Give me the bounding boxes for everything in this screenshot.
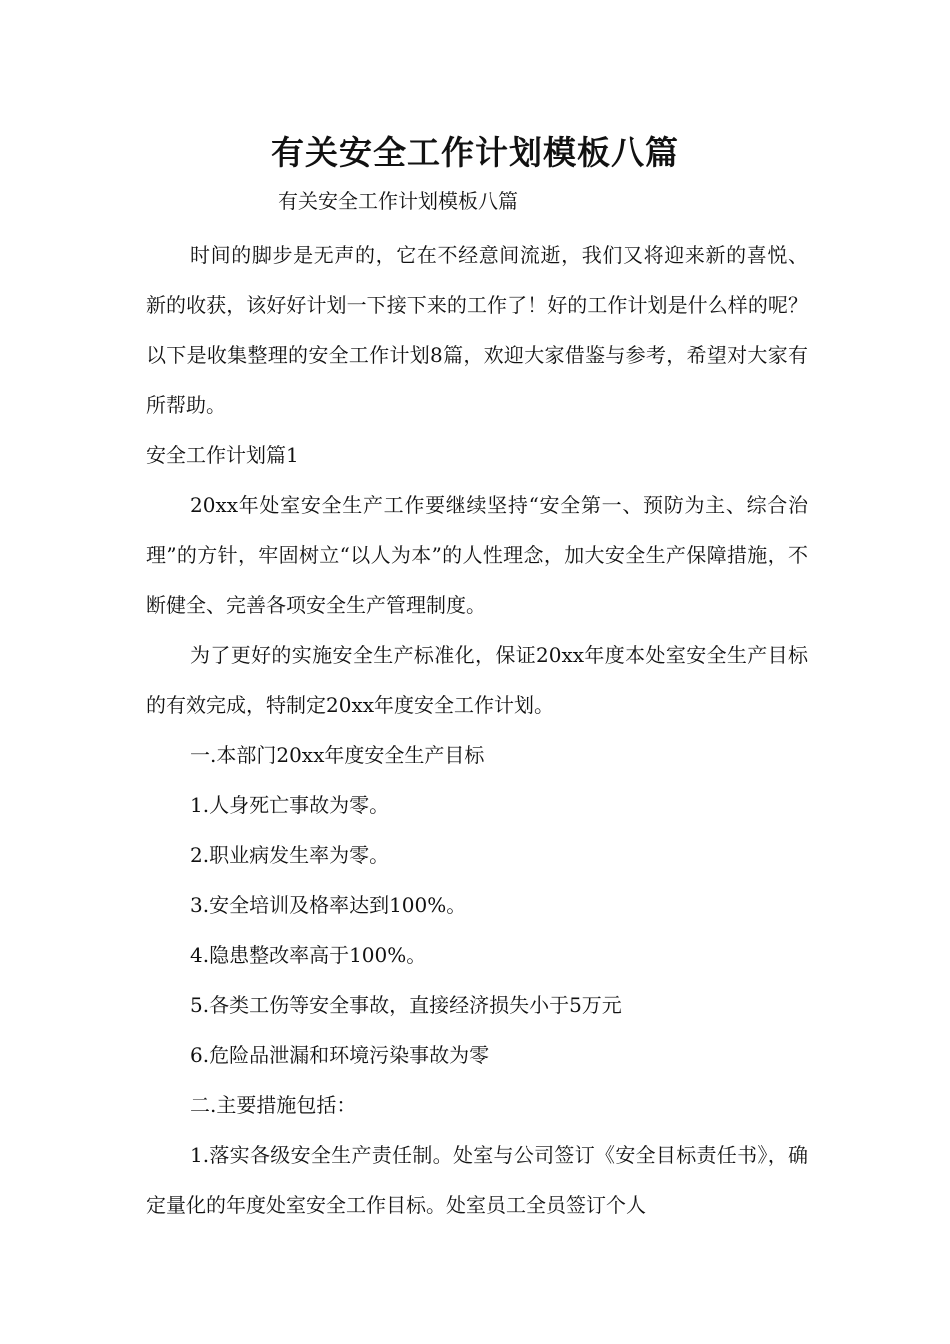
subsection-heading: 二.主要措施包括： <box>190 1093 357 1117</box>
list-item: 3.安全培训及格率达到100%。 <box>190 893 467 917</box>
list-item: 4.隐患整改率高于100%。 <box>190 943 427 967</box>
list-item: 2.职业病发生率为零。 <box>190 843 390 867</box>
section-heading: 安全工作计划篇1 <box>146 443 299 467</box>
document-title: 有关安全工作计划模板八篇 <box>271 133 679 172</box>
list-item: 5.各类工伤等安全事故，直接经济损失小于5万元 <box>190 993 622 1017</box>
body-paragraph: 为了更好的实施安全生产标准化，保证20xx年度本处室安全生产目标的有效完成，特制定20xx年度安全工作计划。 <box>146 643 808 717</box>
document-body <box>146 230 808 1230</box>
list-item: 1.人身死亡事故为零。 <box>190 793 390 817</box>
intro-paragraph: 时间的脚步是无声的，它在不经意间流逝，我们又将迎来新的喜悦、新的收获，该好好计划一下接下来的工作了！好的工作计划是什么样的呢？以下是收集整理的安全工作计划8篇，欢迎大家借鉴与参考，希望对大家有所帮助。 <box>146 243 808 417</box>
list-item: 6.危险品泄漏和环境污染事故为零 <box>190 1043 490 1067</box>
body-paragraph: 20xx年处室安全生产工作要继续坚持“安全第一、预防为主、综合治理”的方针，牢固树立“以人为本”的人性理念，加大安全生产保障措施，不断健全、完善各项安全生产管理制度。 <box>146 493 808 617</box>
document-subtitle: 有关安全工作计划模板八篇 <box>278 189 518 213</box>
body-paragraph: 1.落实各级安全生产责任制。处室与公司签订《安全目标责任书》，确定量化的年度处室安全工作目标。处室员工全员签订个人 <box>146 1143 808 1217</box>
subsection-heading: 一.本部门20xx年度安全生产目标 <box>190 743 485 767</box>
